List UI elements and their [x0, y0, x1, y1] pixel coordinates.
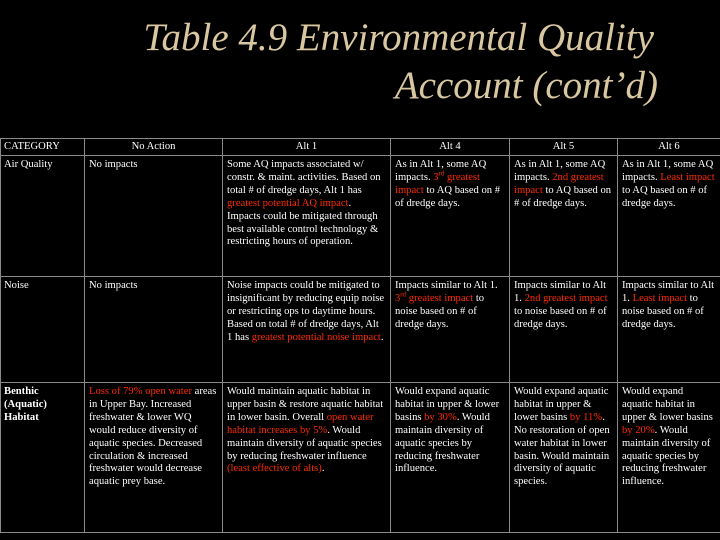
table-cell — [223, 156, 391, 277]
header-alt-5: Alt 5 — [510, 139, 618, 156]
highlighted-text: greatest impact — [406, 292, 474, 304]
table-row-noise — [1, 277, 720, 383]
highlighted-text: rd — [400, 290, 407, 299]
cell-text: As in Alt 1, some AQ impacts. — [622, 159, 714, 183]
highlighted-text: Least impact — [660, 171, 715, 183]
cell-text: No impacts — [89, 280, 138, 291]
cell-text: Noise impacts could be mitigated to insignificant by reducing equip noise or restricting ops to daytime hours. Based on total # of dredge days, Alt 1 has — [227, 280, 385, 343]
table-cell — [391, 277, 510, 383]
cell-text: As in Alt 1, some AQ impacts. — [514, 159, 606, 183]
cell-text: Would maintain aquatic habitat in upper basin & restore aquatic habitat in lower basin. Overall — [227, 386, 384, 423]
cell-text: As in Alt 1, some AQ impacts. — [395, 159, 487, 183]
title-line-1: Table 4.9 Environmental Quality — [143, 16, 654, 59]
table-cell — [510, 383, 618, 533]
title-line-2: Account (cont’d) — [394, 64, 658, 107]
highlighted-text: 3 — [433, 171, 439, 183]
cell-text: to noise based on # of dredge days. — [622, 292, 704, 330]
cell-text: . — [321, 463, 325, 475]
table-cell — [510, 277, 618, 383]
cell-text: . No restoration of open water habitat in lower basin. Would maintain diversity of aquatic species. — [514, 411, 610, 488]
highlighted-text: rd — [438, 169, 445, 178]
highlighted-text: by 20% — [622, 424, 655, 436]
cell-text: . Impacts could be mitigated through best available control technology & restricting hours of operation. — [227, 197, 379, 248]
highlighted-text: Loss of 79% open water — [89, 386, 192, 397]
highlighted-text: greatest impact — [395, 171, 480, 196]
table-cell — [510, 156, 618, 277]
cell-text: . — [380, 331, 384, 343]
header-alt-1: Alt 1 — [223, 139, 391, 156]
environmental-quality-table — [0, 138, 720, 533]
table-cell — [85, 156, 223, 277]
table-cell — [618, 277, 720, 383]
header-alt-4: Alt 4 — [391, 139, 510, 156]
cell-text: Would expand aquatic habitat in upper & lower basins — [622, 386, 713, 423]
cell-text: No impacts — [89, 159, 138, 170]
table-cell — [223, 277, 391, 383]
table-cell — [618, 156, 720, 277]
highlighted-text: by 11% — [569, 411, 603, 423]
row-category: Air Quality — [1, 156, 85, 277]
header-no-action: No Action — [85, 139, 223, 156]
highlighted-text: greatest potential AQ impact — [227, 197, 349, 209]
table-header-row — [1, 139, 720, 156]
highlighted-text: 2nd greatest impact — [524, 292, 608, 304]
highlighted-text: greatest potential noise impact — [251, 331, 381, 343]
cell-text: to AQ based on # of dredge days. — [514, 184, 612, 209]
highlighted-text: (least effective of alts) — [227, 463, 322, 475]
cell-text: to AQ based on # of dredge days. — [622, 184, 708, 209]
table-cell — [85, 383, 223, 533]
cell-text: Impacts similar to Alt 1. — [395, 280, 498, 291]
header-category: CATEGORY — [1, 139, 85, 156]
cell-text: Impacts similar to Alt 1. — [622, 280, 715, 304]
row-category: Noise — [1, 277, 85, 383]
cell-text: Would expand aquatic habitat in upper & lower basins — [395, 386, 500, 423]
highlighted-text: Least impact — [632, 292, 688, 304]
cell-text: areas in Upper Bay. Increased freshwater & lower WQ would reduce diversity of aquatic species. Decreased circulation & increased freshwater would decrease aquatic prey base. — [89, 386, 217, 488]
highlighted-text: 3 — [395, 292, 401, 304]
header-alt-6: Alt 6 — [618, 139, 720, 156]
cell-text: to noise based on # of dredge days. — [395, 292, 485, 330]
highlighted-text: by 30% — [424, 411, 457, 423]
cell-text: Impacts similar to Alt 1. — [514, 280, 607, 304]
highlighted-text: open water habitat increases by 5% — [227, 411, 374, 436]
highlighted-text: 2nd greatest impact — [514, 171, 604, 196]
cell-text: . Would maintain diversity of aquatic species by reducing freshwater influence — [227, 424, 382, 462]
table-cell — [223, 383, 391, 533]
table-cell — [391, 156, 510, 277]
cell-text: Would expand aquatic habitat in upper & lower basins — [514, 386, 609, 423]
table-cell — [618, 383, 720, 533]
table-row-benthic-habitat — [1, 383, 720, 533]
cell-text: to AQ based on # of dredge days. — [395, 184, 501, 209]
row-category: Benthic (Aquatic) Habitat — [1, 383, 85, 533]
cell-text: . Would maintain diversity of aquatic species by reducing freshwater influence. — [622, 424, 711, 488]
cell-text: to noise based on # of dredge days. — [514, 305, 607, 330]
table-row-air-quality — [1, 156, 720, 277]
table-cell — [85, 277, 223, 383]
cell-text: Some AQ impacts associated w/ constr. & maint. activities. Based on total # of dredge days, Alt 1 has — [227, 159, 381, 196]
table-cell — [391, 383, 510, 533]
slide-title — [143, 14, 658, 110]
cell-text: . Would maintain diversity of aquatic species by reducing freshwater influence. — [395, 411, 490, 475]
